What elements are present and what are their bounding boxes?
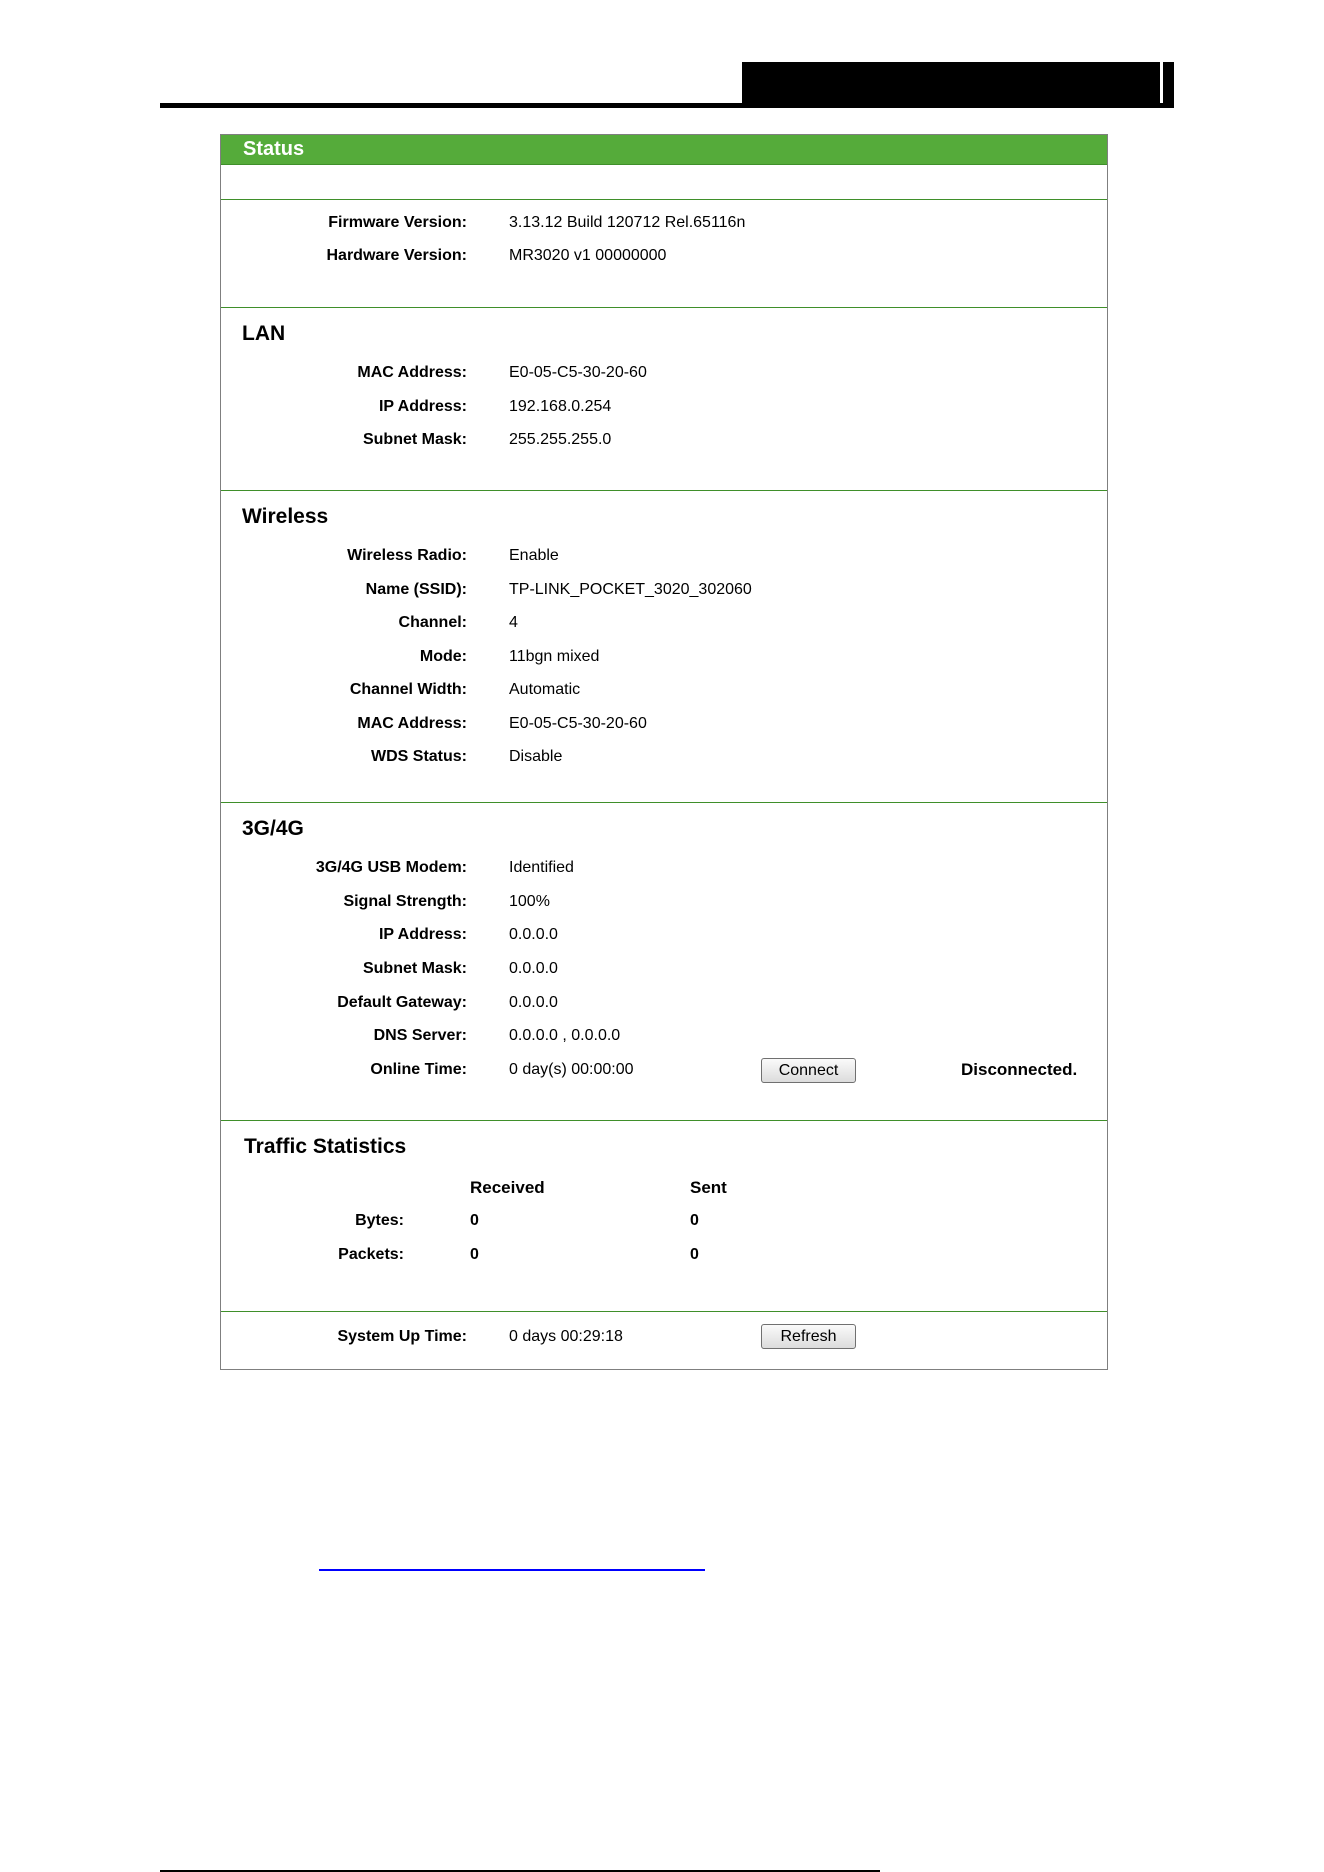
modem-dns-label: DNS Server:: [373, 1027, 467, 1044]
wireless-mode-label: Mode:: [419, 648, 467, 665]
modem-gateway-label: Default Gateway:: [337, 994, 467, 1011]
system-uptime-value: 0 days 00:29:18: [509, 1328, 623, 1345]
wireless-mode-row: [221, 645, 1107, 669]
wireless-radio-row: [221, 544, 1107, 568]
firmware-version-value: 3.13.12 Build 120712 Rel.65116n: [509, 214, 746, 231]
lan-mac-value: E0-05-C5-30-20-60: [509, 364, 647, 381]
packets-sent-value: 0: [690, 1246, 699, 1263]
wireless-section-title: Wireless: [242, 505, 329, 528]
section-divider: [221, 802, 1107, 803]
modem-dns-value: 0.0.0.0 , 0.0.0.0: [509, 1027, 621, 1044]
wireless-wds-label: WDS Status:: [371, 748, 467, 765]
sent-header: Sent: [690, 1178, 727, 1197]
system-uptime-row: [221, 1325, 1107, 1349]
wireless-width-value: Automatic: [509, 681, 581, 698]
status-panel: [220, 134, 1108, 1370]
modem-subnet-label: Subnet Mask:: [362, 960, 467, 977]
packets-label: Packets:: [338, 1246, 404, 1263]
bytes-label: Bytes:: [355, 1212, 404, 1229]
signal-strength-value: 100%: [509, 893, 550, 910]
section-divider: [221, 490, 1107, 491]
lan-mac-row: [221, 361, 1107, 385]
modem-gateway-row: [221, 991, 1107, 1015]
firmware-version-label: Firmware Version:: [328, 214, 467, 231]
wireless-wds-row: [221, 745, 1107, 769]
modem-subnet-value: 0.0.0.0: [509, 960, 558, 977]
modem-status-value: Identified: [509, 859, 574, 876]
online-time-value: 0 day(s) 00:00:00: [509, 1061, 634, 1078]
section-divider: [221, 307, 1107, 308]
traffic-section-title: Traffic Statistics: [244, 1135, 407, 1158]
modem-status-row: [221, 856, 1107, 880]
modem-subnet-row: [221, 957, 1107, 981]
refresh-button[interactable]: Refresh: [761, 1324, 856, 1349]
hardware-version-value: MR3020 v1 00000000: [509, 247, 667, 264]
link-underline[interactable]: [319, 1569, 705, 1571]
header-block-accent: [1160, 62, 1163, 106]
hardware-version-row: [221, 244, 1107, 268]
wireless-radio-value: Enable: [509, 547, 559, 564]
lan-ip-value: 192.168.0.254: [509, 398, 612, 415]
lan-mac-label: MAC Address:: [357, 364, 467, 381]
section-divider: [221, 199, 1107, 200]
modem-ip-label: IP Address:: [378, 926, 467, 943]
header-rule: [160, 103, 1174, 108]
wireless-mac-value: E0-05-C5-30-20-60: [509, 715, 647, 732]
wireless-ssid-row: [221, 578, 1107, 602]
modem-ip-value: 0.0.0.0: [509, 926, 558, 943]
bytes-received-value: 0: [470, 1212, 479, 1229]
wireless-width-row: [221, 678, 1107, 702]
header-block: [742, 62, 1174, 106]
modem-section-title: 3G/4G: [242, 817, 304, 840]
wireless-channel-row: [221, 611, 1107, 635]
modem-dns-row: [221, 1024, 1107, 1048]
section-divider: [221, 1311, 1107, 1312]
wireless-mac-row: [221, 712, 1107, 736]
system-uptime-label: System Up Time:: [337, 1328, 467, 1345]
lan-subnet-value: 255.255.255.0: [509, 431, 612, 448]
wireless-ssid-value: TP-LINK_POCKET_3020_302060: [509, 581, 752, 598]
modem-status-label: 3G/4G USB Modem:: [315, 859, 467, 876]
wireless-radio-label: Wireless Radio:: [347, 547, 467, 564]
wireless-mac-label: MAC Address:: [357, 715, 467, 732]
lan-ip-label: IP Address:: [378, 398, 467, 415]
wireless-wds-value: Disable: [509, 748, 563, 765]
received-header: Received: [470, 1178, 545, 1197]
section-divider: [221, 1120, 1107, 1121]
wireless-ssid-label: Name (SSID):: [365, 581, 467, 598]
bytes-sent-value: 0: [690, 1212, 699, 1229]
signal-strength-label: Signal Strength:: [343, 893, 467, 910]
lan-subnet-label: Subnet Mask:: [362, 431, 467, 448]
lan-subnet-row: [221, 428, 1107, 452]
packets-received-value: 0: [470, 1246, 479, 1263]
hardware-version-label: Hardware Version:: [326, 247, 467, 264]
panel-title: Status: [221, 135, 1107, 165]
modem-ip-row: [221, 923, 1107, 947]
wireless-channel-value: 4: [509, 614, 518, 631]
wireless-width-label: Channel Width:: [349, 681, 467, 698]
wireless-channel-label: Channel:: [398, 614, 467, 631]
modem-gateway-value: 0.0.0.0: [509, 994, 558, 1011]
online-time-label: Online Time:: [370, 1061, 467, 1078]
connection-status: Disconnected.: [961, 1060, 1078, 1079]
firmware-version-row: [221, 211, 1107, 235]
connect-button[interactable]: Connect: [761, 1058, 856, 1083]
wireless-mode-value: 11bgn mixed: [509, 648, 600, 665]
lan-section-title: LAN: [242, 322, 286, 345]
signal-strength-row: [221, 890, 1107, 914]
lan-ip-row: [221, 395, 1107, 419]
